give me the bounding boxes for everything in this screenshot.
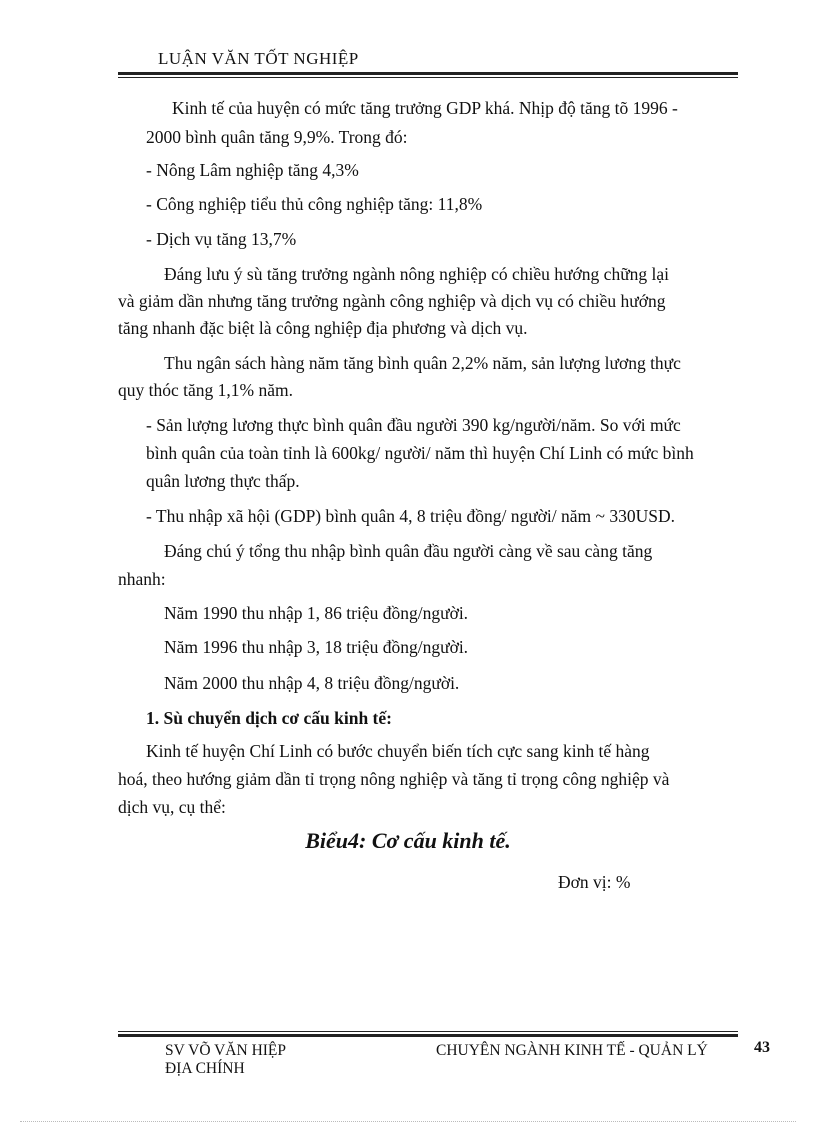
paragraph-6-line-2: nhanh: — [118, 569, 166, 589]
paragraph-4-line-1: - Sản lượng lương thực bình quân đầu người 390 kg/người/năm. So với mức — [146, 415, 681, 435]
paragraph-2-line-3: tăng nhanh đặc biệt là công nghiệp địa phương và dịch vụ. — [118, 318, 528, 338]
page-edge-dotted-line — [20, 1121, 796, 1122]
paragraph-2-line-1: Đáng lưu ý sù tăng trưởng ngành nông nghiệp có chiều hướng chững lại — [164, 264, 670, 284]
footer-rule — [118, 1034, 738, 1037]
income-year-1990: Năm 1990 thu nhập 1, 86 triệu đồng/người. — [164, 603, 469, 623]
footer-author: SV VÕ VĂN HIỆP — [165, 1042, 287, 1059]
paragraph-7-line-1: Kinh tế huyện Chí Linh có bước chuyển biến tích cực sang kinh tế hàng — [146, 741, 650, 761]
paragraph-4-line-2: bình quân của toàn tỉnh là 600kg/ người/ năm thì huyện Chí Linh có mức bình — [146, 443, 694, 463]
paragraph-7-line-3: dịch vụ, cụ thể: — [118, 797, 226, 817]
list-item-industry: - Công nghiệp tiểu thủ công nghiệp tăng: 11,8% — [146, 194, 483, 214]
footer-class: ĐỊA CHÍNH — [165, 1060, 245, 1077]
paragraph-1-line-2: 2000 bình quân tăng 9,9%. Trong đó: — [146, 127, 408, 147]
paragraph-3-line-2: quy thóc tăng 1,1% năm. — [118, 380, 293, 400]
footer-rule-thin — [118, 1031, 738, 1032]
paragraph-1-line-1: Kinh tế của huyện có mức tăng trưởng GDP khá. Nhịp độ tăng tõ 1996 - — [172, 98, 678, 118]
header-rule-thin — [118, 77, 738, 78]
page-number: 43 — [754, 1039, 770, 1056]
paragraph-3-line-1: Thu ngân sách hàng năm tăng bình quân 2,2% năm, sản lượng lương thực — [164, 353, 681, 373]
paragraph-7-line-2: hoá, theo hướng giảm dần tỉ trọng nông nghiệp và tăng tỉ trọng công nghiệp và — [118, 769, 670, 789]
unit-label: Đơn vị: % — [558, 872, 631, 892]
paragraph-4-line-3: quân lương thực thấp. — [146, 471, 300, 491]
list-item-agriculture: - Nông Lâm nghiệp tăng 4,3% — [146, 160, 359, 180]
chart-caption: Biểu4: Cơ cấu kinh tế. — [305, 828, 511, 853]
income-year-2000: Năm 2000 thu nhập 4, 8 triệu đồng/người. — [164, 673, 460, 693]
paragraph-6-line-1: Đáng chú ý tổng thu nhập bình quân đầu người càng về sau càng tăng — [164, 541, 653, 561]
header-rule — [118, 72, 738, 75]
income-year-1996: Năm 1996 thu nhập 3, 18 triệu đồng/người. — [164, 637, 469, 657]
paragraph-2-line-2: và giảm dần nhưng tăng trưởng ngành công nghiệp và dịch vụ có chiều hướng — [118, 291, 666, 311]
paragraph-5: - Thu nhập xã hội (GDP) bình quân 4, 8 triệu đồng/ người/ năm ~ 330USD. — [146, 506, 676, 526]
running-header-title: LUẬN VĂN TỐT NGHIỆP — [158, 49, 359, 68]
footer-major: CHUYÊN NGÀNH KINH TẾ - QUẢN LÝ — [436, 1042, 708, 1059]
list-item-services: - Dịch vụ tăng 13,7% — [146, 229, 297, 249]
section-heading: 1. Sù chuyển dịch cơ cấu kinh tế: — [146, 708, 392, 728]
